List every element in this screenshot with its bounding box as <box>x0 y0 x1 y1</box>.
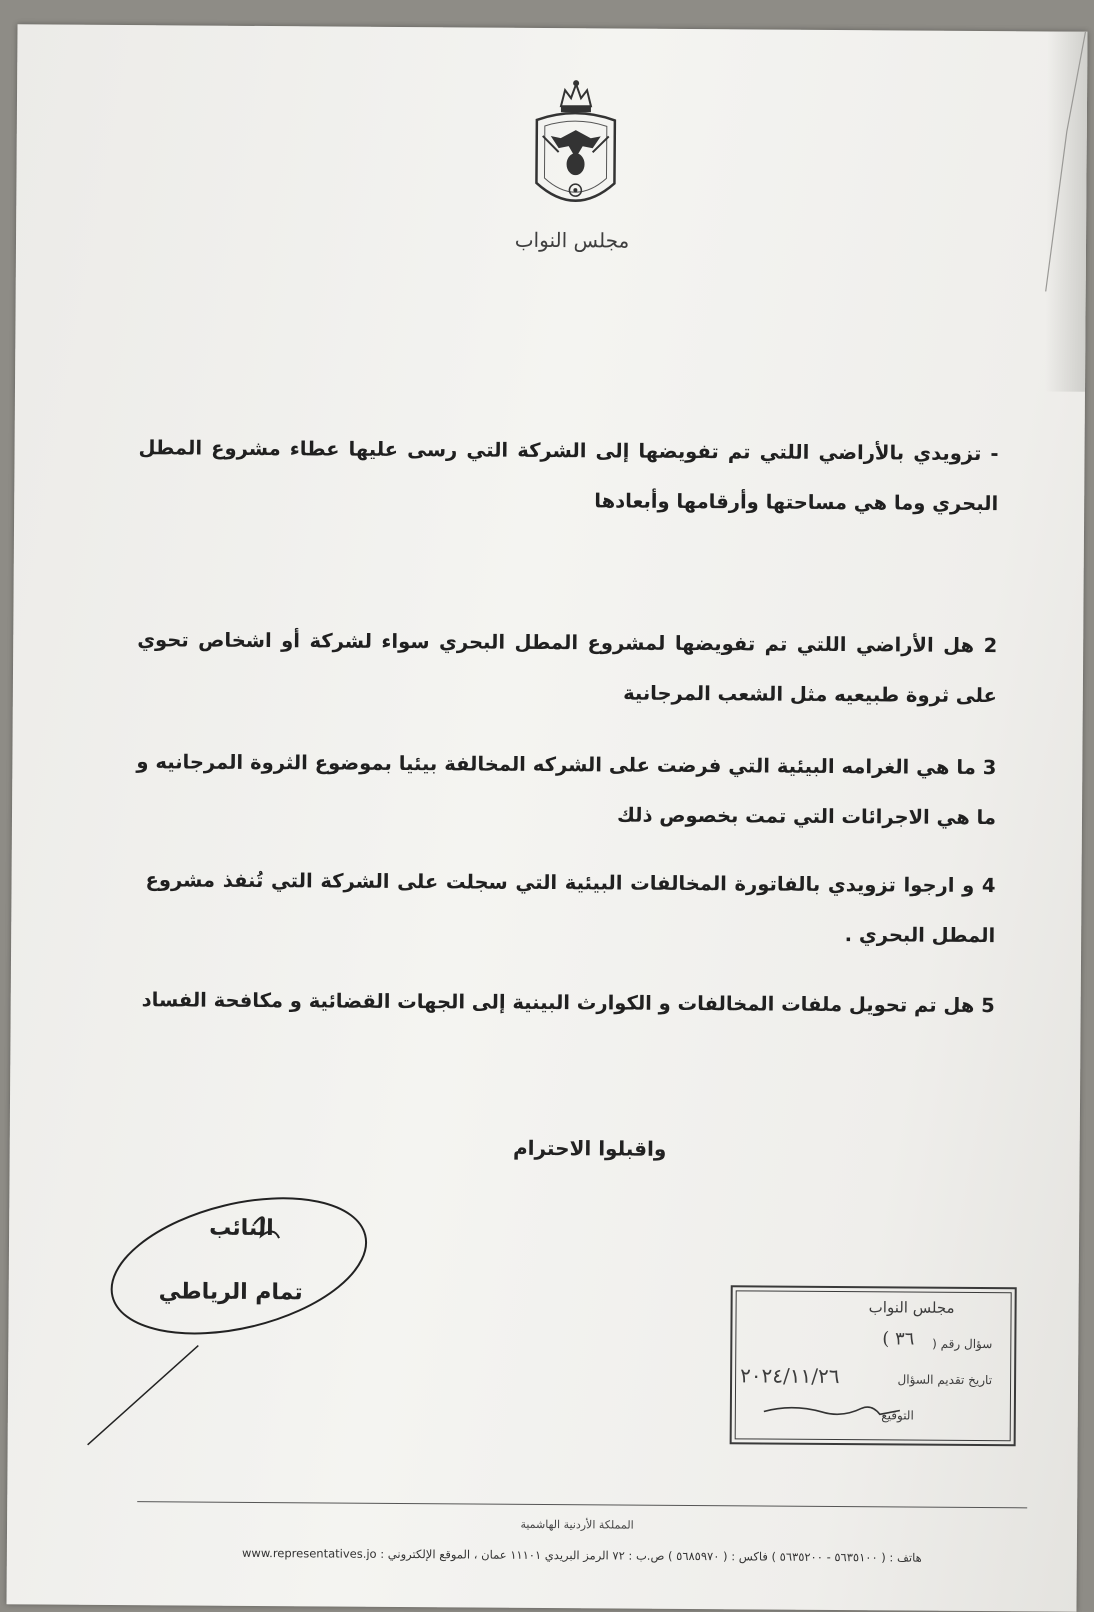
signatory-title: النائب <box>209 1215 274 1242</box>
footer-contact-info: هاتف : ( ٥٦٣٥١٠٠ - ٥٦٣٥٢٠٠ ) فاكس : ( ٥٦٨٥٩٧٠ ) ص.ب : ٧٢ الرمز البريدي ١١١٠١ عمان ، الموقع الإلكتروني : www.representatives.jo <box>241 1545 922 1565</box>
stamp-signature-label: التوقيع <box>881 1408 914 1423</box>
coat-of-arms-emblem <box>530 78 621 214</box>
request-item-2: 2 هل الأراضي اللتي تم تفويضها لمشروع المطل البحري سواء لشركة أو اشخاص تحوي على ثروة طبيعيه مثل الشعب المرجانية <box>137 628 998 708</box>
council-name: مجلس النواب <box>514 227 630 253</box>
stamp-title: مجلس النواب <box>868 1298 955 1317</box>
document-page <box>6 24 1087 1611</box>
footer-divider <box>137 1501 1027 1508</box>
stamp-handwritten-signature <box>762 1400 902 1423</box>
request-item-3: 3 ما هي الغرامه البيئية التي فرضت على الشركه المخالفة بيئيا بموضوع الثروة المرجانيه و ما هي الاجرائات التي تمت بخصوص ذلك <box>136 750 997 830</box>
request-item-4: 4 و ارجوا تزويدي بالفاتورة المخالفات البيئية التي سجلت على الشركة التي تُنفذ مشروع المطل البحري . <box>145 868 996 948</box>
stamp-question-label: سؤال رقم ( <box>932 1336 993 1352</box>
request-item-5: 5 هل تم تحويل ملفات المخالفات و الكوارث البينية إلى الجهات القضائية و مكافحة الفساد <box>141 988 995 1018</box>
stamp-date-label: تاريخ تقديم السؤال <box>897 1372 993 1388</box>
paper-crease <box>1026 31 1088 291</box>
footer-kingdom-name: المملكة الأردنية الهاشمية <box>520 1517 634 1532</box>
closing-salutation: واقبلوا الاحترام <box>512 1135 667 1161</box>
signatory-name: تمام الرياطي <box>158 1279 303 1306</box>
receipt-stamp <box>730 1285 1017 1446</box>
stamp-question-number: ٣٦ ) <box>882 1328 915 1350</box>
request-item-1: - تزويدي بالأراضي اللتي تم تفويضها إلى الشركة التي رسى عليها عطاء مشروع المطل البحري وما هي مساحتها وأرقامها وأبعادها <box>138 436 999 516</box>
stamp-date-value: ٢٠٢٤/١١/٢٦ <box>740 1363 840 1389</box>
